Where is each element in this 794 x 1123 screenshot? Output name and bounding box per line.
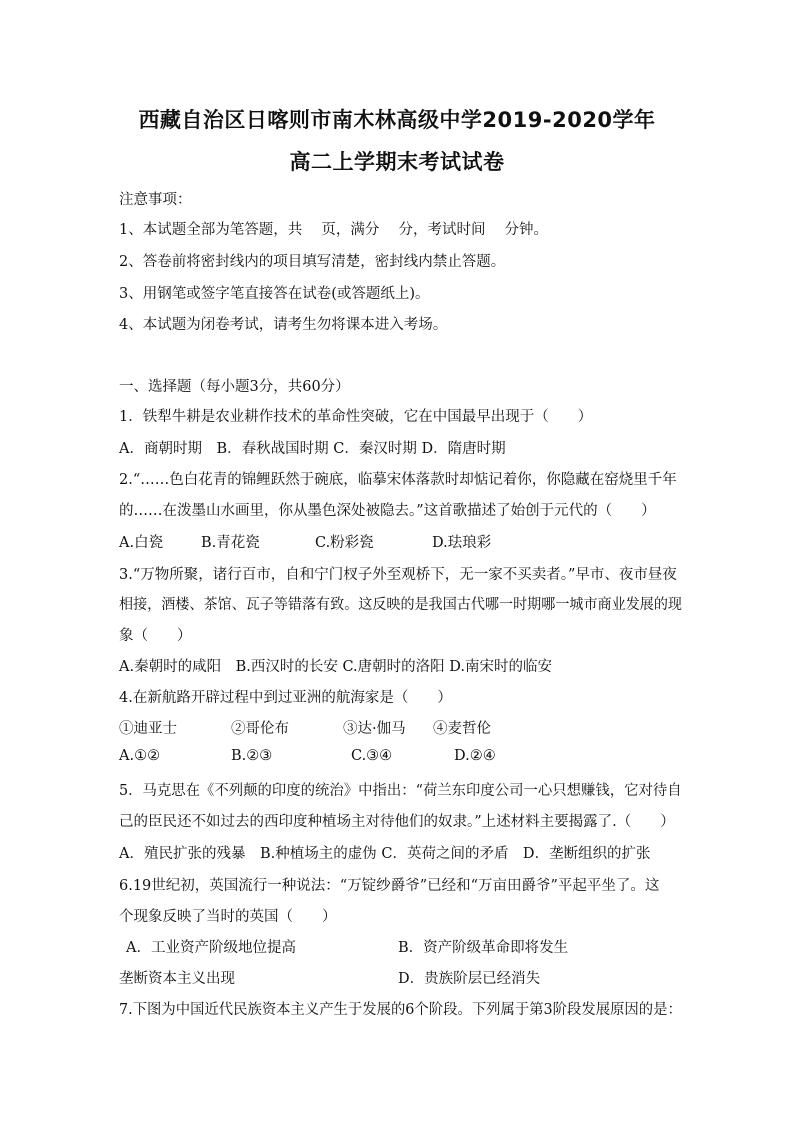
q6-option-d: D．贵族阶层已经消失: [398, 971, 541, 987]
q3-options: A.秦朝时的咸阳 B.西汉时的长安 C.唐朝时的洛阳 D.南宋时的临安: [119, 659, 552, 675]
q6-options-row1: [126, 936, 568, 957]
q4-item-2: ②哥伦布: [231, 721, 289, 737]
q1-options: A．商朝时期 B．春秋战国时期 C．秦汉时期 D．隋唐时期: [119, 441, 506, 457]
notice-heading: 注意事项：: [119, 192, 192, 208]
q6-options-row2: [119, 967, 540, 988]
q2-option-a: A.白瓷: [119, 535, 164, 551]
q2-option-d: D.珐琅彩: [432, 535, 492, 551]
q2-stem-line1: 2.“……色白花青的锦鲤跃然于碗底，临摹宋体落款时却惦记着你，你隐藏在窑烧里千年: [119, 472, 677, 488]
q3-stem-line2: 相接，酒楼、茶馆、瓦子等错落有致。这反映的是我国古代哪一时期哪一城市商业发展的现: [119, 597, 683, 613]
q6-stem-line2: 个现象反映了当时的英国（ ）: [119, 909, 337, 925]
q4-option-b: B.②③: [231, 748, 273, 764]
q3-stem-line1: 3.“万物所聚，诸行百市，自和宁门杈子外至观桥下，无一家不买卖者。”早市、夜市昼夜: [119, 567, 677, 583]
page-title-line2: 高二上学期末考试试卷: [289, 150, 505, 174]
q4-item-4: ④麦哲伦: [433, 721, 491, 737]
q6-option-b: B．资产阶级革命即将发生: [398, 940, 569, 956]
q2-stem-line2: 的……在泼墨山水画里，你从墨色深处被隐去。”这首歌描述了始创于元代的（ ）: [119, 503, 656, 519]
q2-option-c: C.粉彩瓷: [315, 535, 374, 551]
q4-option-c: C.③④: [351, 748, 393, 764]
notice-item-2: 2、答卷前将密封线内的项目填写清楚，密封线内禁止答题。: [119, 254, 506, 270]
section-heading: 一、选择题（每小题3分，共60分）: [119, 379, 350, 395]
q6-stem-line1: 6.19世纪初，英国流行一种说法：“万锭纱爵爷”已经和“万亩田爵爷”平起平坐了。这: [119, 878, 660, 894]
notice-item-4: 4、本试题为闭卷考试，请考生勿将课本进入考场。: [119, 317, 448, 333]
q4-option-a: A.①②: [119, 748, 161, 764]
q4-item-3: ③达·伽马: [343, 721, 406, 737]
q4-stem: 4.在新航路开辟过程中到过亚洲的航海家是（ ）: [119, 690, 452, 706]
q7-stem: 7.下图为中国近代民族资本主义产生于发展的6个阶段。下列属于第3阶段发展原因的是：: [119, 1002, 682, 1018]
q1-stem: 1．铁犁牛耕是农业耕作技术的革命性突破，它在中国最早出现于（ ）: [119, 409, 593, 425]
notice-item-1: 1、本试题全部为笔答题，共 页，满分 分，考试时间 分钟。: [119, 222, 549, 238]
q4-item-1: ①迪亚士: [119, 721, 177, 737]
q2-option-b: B.青花瓷: [201, 535, 260, 551]
q4-option-d: D.②④: [454, 748, 496, 764]
q6-option-c: 垄断资本主义出现: [119, 971, 235, 987]
page-title-line1: 西藏自治区日喀则市南木林高级中学2019-2020学年: [138, 108, 656, 132]
q4-items: [119, 717, 491, 738]
q4-options: [119, 748, 496, 764]
q2-options: [119, 531, 491, 552]
q3-stem-line3: 象（ ）: [119, 628, 192, 644]
q6-option-a: A．工业资产阶级地位提高: [126, 940, 296, 956]
q5-stem-line1: 5．马克思在《不列颠的印度的统治》中指出：“荷兰东印度公司一心只想赚钱，它对待自: [119, 783, 682, 799]
q5-stem-line2: 己的臣民还不如过去的西印度种植场主对待他们的奴隶。”上述材料主要揭露了.（ ）: [119, 814, 675, 830]
q5-options: A．殖民扩张的残暴 B.种植场主的虚伪 C．英荷之间的矛盾 D．垄断组织的扩张: [119, 846, 651, 862]
notice-item-3: 3、用钢笔或签字笔直接答在试卷(或答题纸上)。: [119, 286, 430, 302]
